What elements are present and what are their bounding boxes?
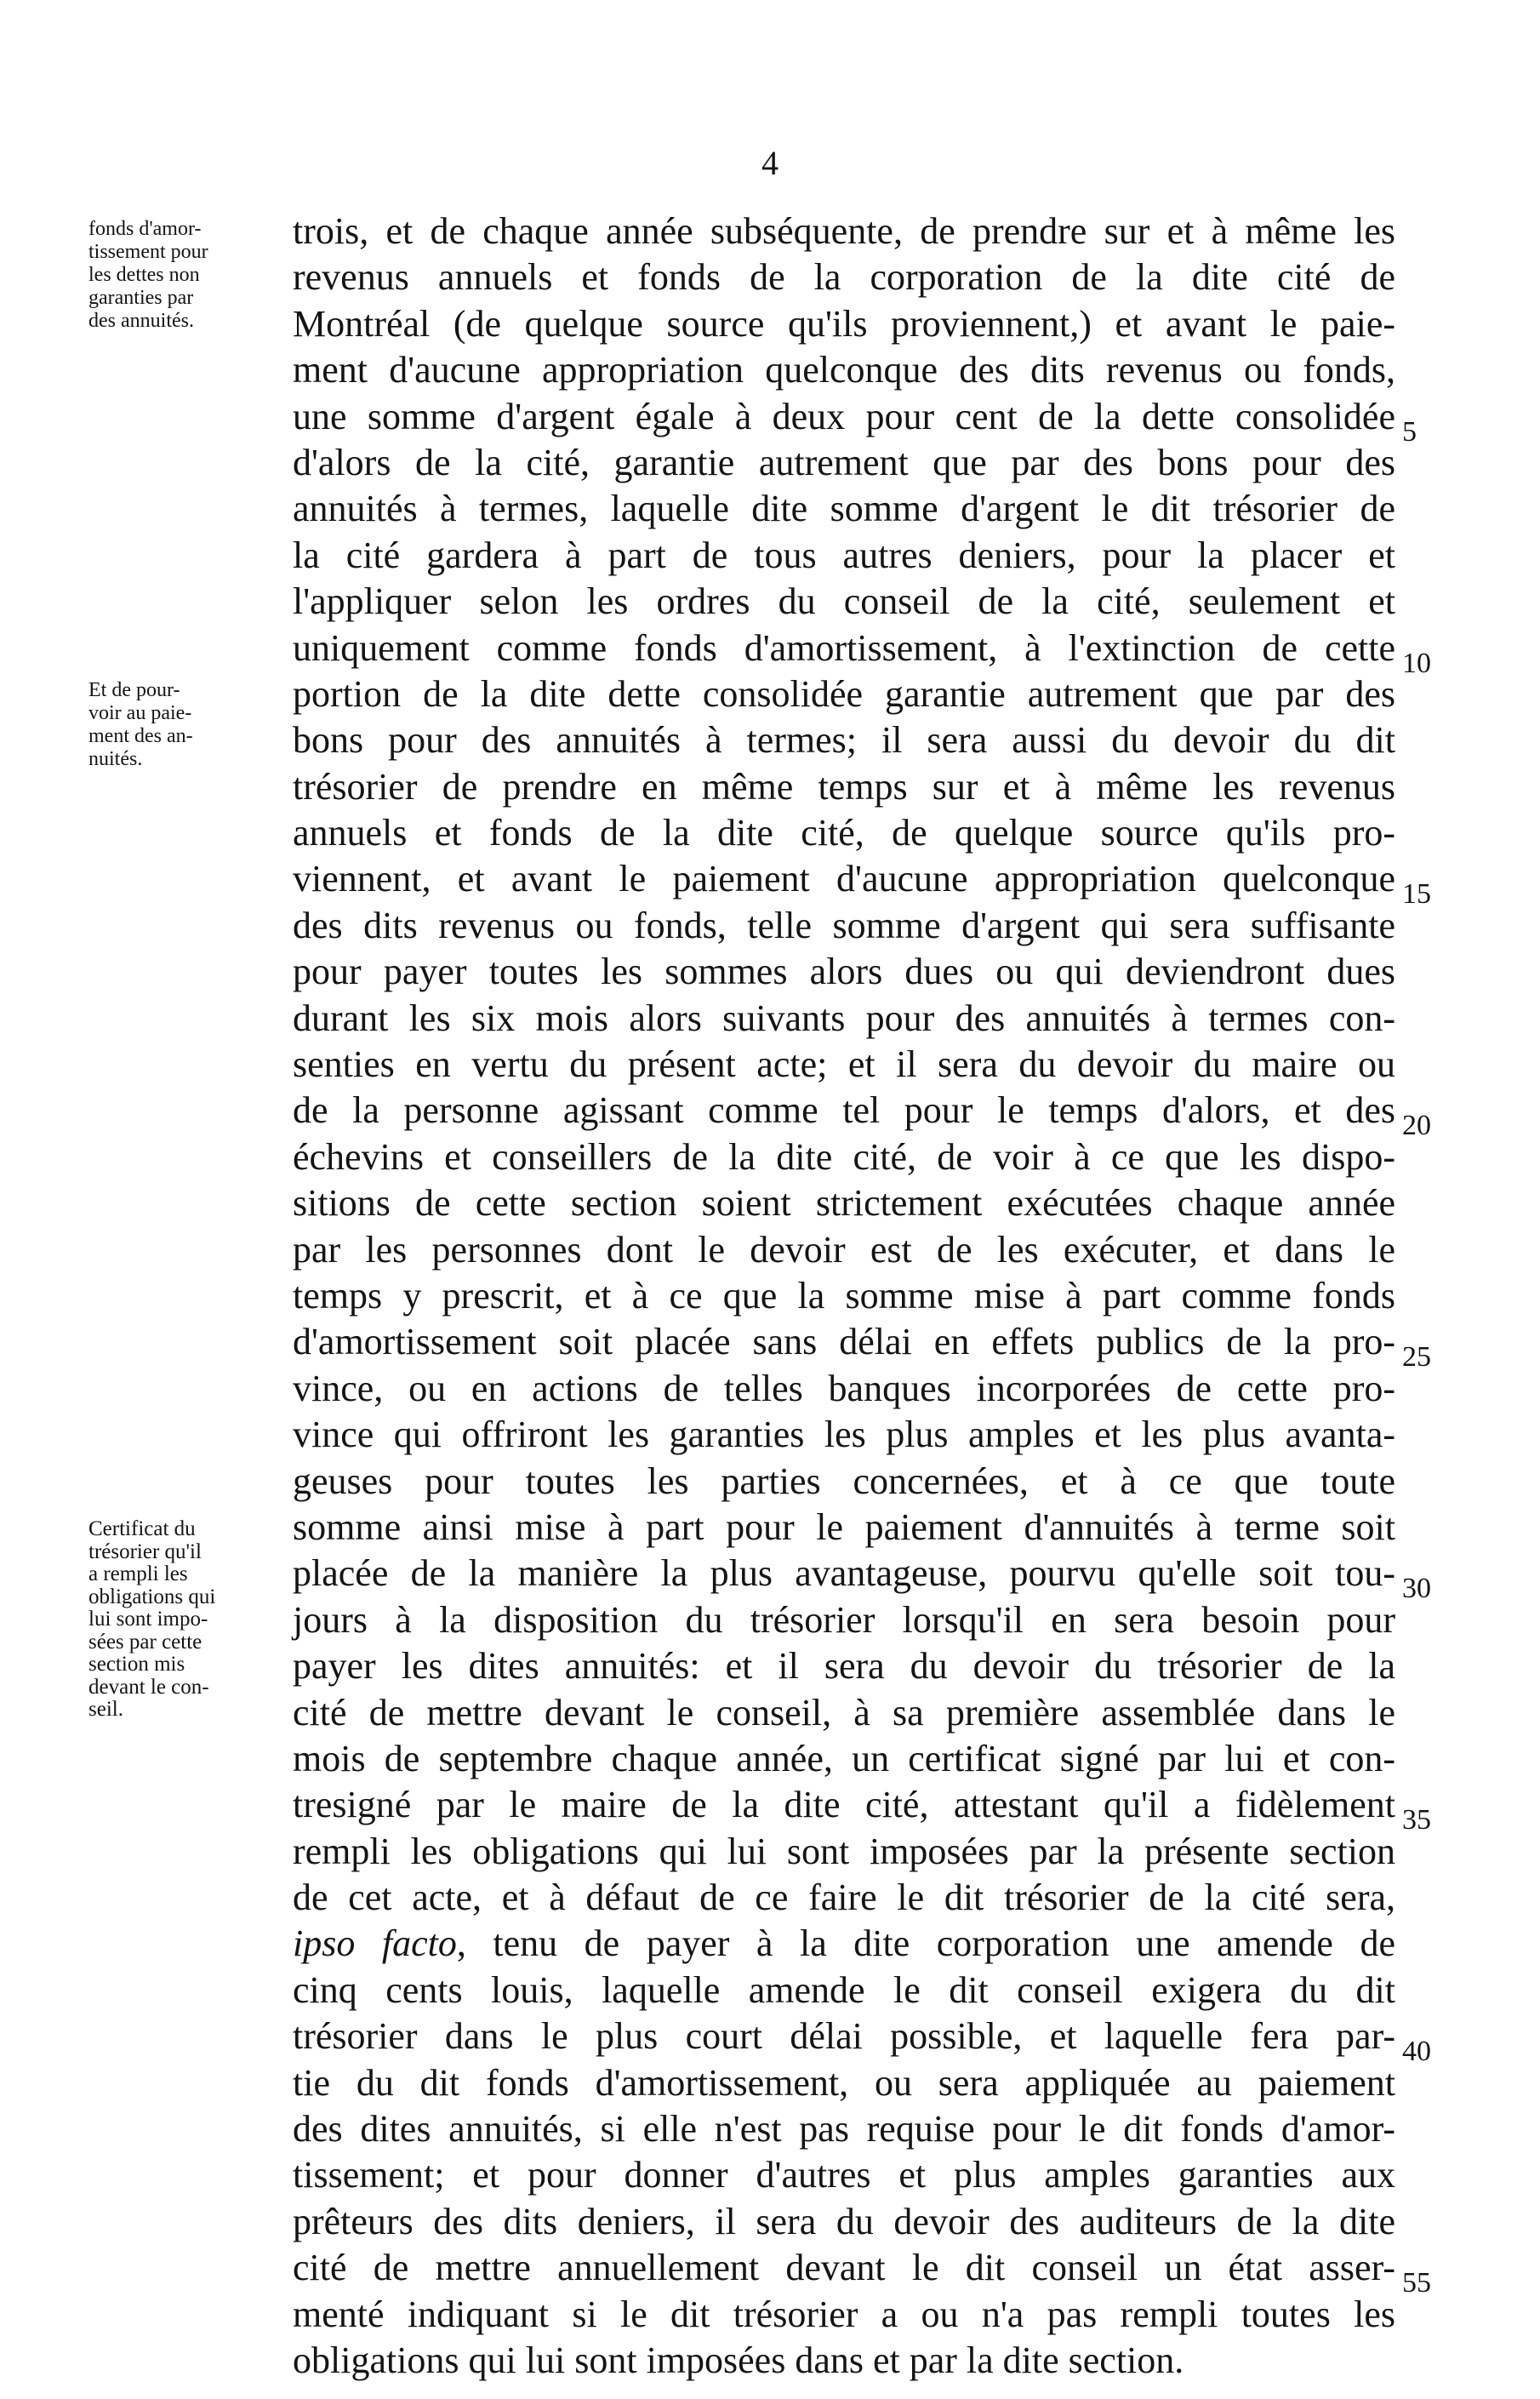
line-number: 15 xyxy=(1402,878,1431,911)
line-number: 20 xyxy=(1402,1110,1431,1142)
margin-note-line: garanties par xyxy=(88,287,194,309)
body-line: annuités à termes, laquelle dite somme d'argent le dit trésorier de xyxy=(293,488,1395,530)
body-line: Montréal (de quelque source qu'ils proviennent,) et avant le paie- xyxy=(293,302,1395,345)
italic-phrase: ipso facto xyxy=(293,1922,457,1965)
margin-note-line: tissement pour xyxy=(88,241,208,263)
body-line: mois de septembre chaque année, un certificat signé par lui et con- xyxy=(293,1737,1395,1779)
body-line: trois, et de chaque année subséquente, de prendre sur et à même les xyxy=(293,210,1395,252)
body-line: ipso facto, tenu de payer à la dite corporation une amende de xyxy=(293,1922,1395,1965)
margin-note-line: obligations qui xyxy=(88,1585,216,1608)
body-line: cinq cents louis, laquelle amende le dit conseil exigera du dit xyxy=(293,1968,1395,2011)
margin-note-line: sées par cette xyxy=(88,1630,202,1654)
margin-note-line: Et de pour- xyxy=(88,679,180,701)
margin-note-treasurer-certificate xyxy=(88,1518,267,1722)
body-line: somme ainsi mise à part pour le paiement d'annuités à terme soit xyxy=(293,1505,1395,1548)
margin-note-line: Certificat du xyxy=(88,1517,196,1540)
line-number: 25 xyxy=(1402,1341,1431,1374)
body-line: geuses pour toutes les parties concernées, et à ce que toute xyxy=(293,1459,1395,1502)
body-line: échevins et conseillers de la dite cité, de voir à ce que les dispo- xyxy=(293,1135,1395,1178)
body-line: des dits revenus ou fonds, telle somme d'argent qui sera suffisante xyxy=(293,904,1395,946)
body-line: une somme d'argent égale à deux pour cent de la dette consolidée xyxy=(293,395,1395,437)
body-line: durant les six mois alors suivants pour des annuités à termes con- xyxy=(293,997,1395,1039)
body-line: tissement; et pour donner d'autres et plus amples garanties aux xyxy=(293,2154,1395,2196)
margin-note-line: lui sont impo- xyxy=(88,1608,208,1631)
margin-note-line: devant le con- xyxy=(88,1675,209,1699)
body-line: prêteurs des dits deniers, il sera du devoir des auditeurs de la dite xyxy=(293,2200,1395,2242)
body-line: trésorier de prendre en même temps sur et à même les revenus xyxy=(293,765,1395,808)
body-line: par les personnes dont le devoir est de les exécuter, et dans le xyxy=(293,1228,1395,1271)
body-line: cité de mettre annuellement devant le dit conseil un état asser- xyxy=(293,2247,1395,2289)
body-line: uniquement comme fonds d'amortissement, à l'extinction de cette xyxy=(293,626,1395,669)
body-line: viennent, et avant le paiement d'aucune appropriation quelconque xyxy=(293,858,1395,900)
body-line: pour payer toutes les sommes alors dues ou qui deviendront dues xyxy=(293,951,1395,993)
body-line: temps y prescrit, et à ce que la somme mise à part comme fonds xyxy=(293,1274,1395,1317)
body-line: placée de la manière la plus avantageuse, pourvu qu'elle soit tou- xyxy=(293,1552,1395,1595)
body-line: payer les dites annuités: et il sera du devoir du trésorier de la xyxy=(293,1645,1395,1688)
body-line: tresigné par le maire de la dite cité, attestant qu'il a fidèlement xyxy=(293,1784,1395,1826)
body-line: tie du dit fonds d'amortissement, ou sera appliquée au paiement xyxy=(293,2061,1395,2104)
body-line: obligations qui lui sont imposées dans et par la dite section. xyxy=(293,2339,1184,2381)
body-line: senties en vertu du présent acte; et il sera du devoir du maire ou xyxy=(293,1043,1395,1086)
body-line: de cet acte, et à défaut de ce faire le dit trésorier de la cité sera, xyxy=(293,1876,1395,1919)
line-number: 35 xyxy=(1402,1804,1431,1836)
body-line: la cité gardera à part de tous autres deniers, pour la placer et xyxy=(293,534,1395,576)
margin-note-line: voir au paie- xyxy=(88,702,192,724)
margin-note-annuity-payment xyxy=(88,679,267,771)
body-line: vince, ou en actions de telles banques incorporées de cette pro- xyxy=(293,1367,1395,1409)
body-line: d'alors de la cité, garantie autrement que par des bons pour des xyxy=(293,441,1395,483)
margin-note-line: trésorier qu'il xyxy=(88,1539,202,1563)
page-number: 4 xyxy=(761,144,779,182)
body-line: des dites annuités, si elle n'est pas requise pour le dit fonds d'amor- xyxy=(293,2108,1395,2151)
body-line: d'amortissement soit placée sans délai en effets publics de la pro- xyxy=(293,1321,1395,1363)
margin-note-line: a rempli les xyxy=(88,1562,188,1585)
body-line: cité de mettre devant le conseil, à sa première assemblée dans le xyxy=(293,1691,1395,1734)
body-line: rempli les obligations qui lui sont imposées par la présente section xyxy=(293,1830,1395,1872)
line-number: 30 xyxy=(1402,1573,1431,1605)
body-line: sitions de cette section soient strictement exécutées chaque année xyxy=(293,1182,1395,1225)
line-numbers xyxy=(1402,208,1462,2384)
body-line: trésorier dans le plus court délai possible, et laquelle fera par- xyxy=(293,2015,1395,2058)
margin-note-sinking-fund xyxy=(88,218,267,333)
body-line: de la personne agissant comme tel pour le temps d'alors, et des xyxy=(293,1089,1395,1132)
body-line: vince qui offriront les garanties les plus amples et les plus avanta- xyxy=(293,1414,1395,1456)
body-text xyxy=(293,208,1395,2384)
margin-note-line: les dettes non xyxy=(88,264,200,286)
line-number: 40 xyxy=(1402,2036,1431,2068)
line-number: 55 xyxy=(1402,2267,1431,2299)
margin-note-line: des annuités. xyxy=(88,310,194,332)
body-line: portion de la dite dette consolidée garantie autrement que par des xyxy=(293,672,1395,715)
body-line: ment d'aucune appropriation quelconque des dits revenus ou fonds, xyxy=(293,349,1395,391)
line-number: 5 xyxy=(1402,415,1417,448)
body-line: annuels et fonds de la dite cité, de quelque source qu'ils pro- xyxy=(293,812,1395,854)
margin-note-line: section mis xyxy=(88,1653,185,1676)
body-line: bons pour des annuités à termes; il sera aussi du devoir du dit xyxy=(293,719,1395,762)
body-line: menté indiquant si le dit trésorier a ou n'a pas rempli toutes les xyxy=(293,2293,1395,2335)
margin-note-line: ment des an- xyxy=(88,725,193,747)
body-line: l'appliquer selon les ordres du conseil de la cité, seulement et xyxy=(293,580,1395,623)
margin-note-line: seil. xyxy=(88,1698,123,1721)
margin-note-line: fonds d'amor- xyxy=(88,218,202,240)
body-line: jours à la disposition du trésorier lorsqu'il en sera besoin pour xyxy=(293,1598,1395,1641)
line-number: 10 xyxy=(1402,647,1431,679)
body-line: revenus annuels et fonds de la corporation de la dite cité de xyxy=(293,256,1395,299)
margin-note-line: nuités. xyxy=(88,748,143,770)
